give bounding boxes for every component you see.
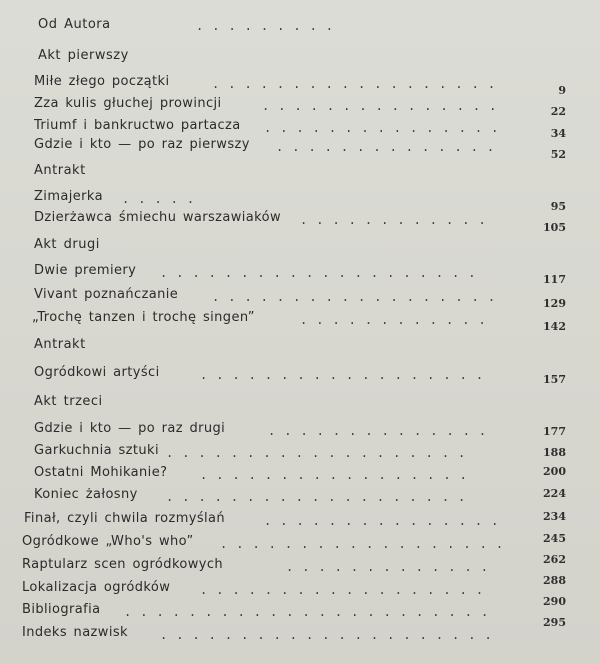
entry-title: Dzierżawca śmiechu warszawiaków [34, 210, 282, 225]
toc-entry [0, 74, 600, 96]
dot-leader: ............... [262, 99, 506, 113]
dot-leader: ................. [200, 468, 476, 482]
page-number: 200 [543, 465, 566, 478]
toc-entry [0, 487, 600, 509]
page-number: 245 [543, 532, 566, 545]
dot-leader: ............... [264, 121, 508, 135]
toc-entry [0, 574, 600, 602]
dot-leader: .................. [212, 290, 505, 304]
toc-entry [0, 96, 600, 118]
page-number: 234 [543, 510, 566, 523]
dot-leader: ..................... [160, 628, 501, 642]
toc-entry [0, 465, 600, 487]
dot-leader: ..... [122, 192, 204, 206]
entry-title: Gdzie i kto — po raz drugi [34, 421, 226, 436]
toc-entry [0, 421, 600, 443]
section-heading: Antrakt [34, 163, 86, 178]
dot-leader: ......... [196, 19, 343, 33]
toc-entry [0, 263, 600, 285]
entry-title: Raptularz scen ogródkowych [22, 557, 224, 572]
dot-leader: .............. [268, 424, 496, 438]
dot-leader: ....................... [124, 605, 498, 619]
page-number: 95 [550, 200, 566, 213]
dot-leader: .................. [200, 368, 493, 382]
toc-entry [0, 595, 600, 624]
entry-title: Lokalizacja ogródków [22, 580, 171, 595]
page-number: 295 [543, 616, 566, 629]
entry-title: Indeks nazwisk [22, 625, 128, 640]
entry-title: Miłe złego początki [34, 74, 170, 89]
section-heading-line [0, 237, 600, 259]
dot-leader: .................. [200, 583, 493, 597]
page-number: 52 [550, 148, 566, 161]
page-number: 9 [558, 84, 566, 97]
section-heading-line [0, 163, 600, 185]
page-number: 142 [543, 320, 566, 333]
entry-title: Dwie premiery [34, 263, 137, 278]
section-heading: Akt pierwszy [38, 48, 129, 63]
toc-entry [0, 137, 600, 159]
section-heading: Akt trzeci [34, 394, 103, 409]
dot-leader: ............ [300, 213, 495, 227]
section-heading: Akt drugi [34, 237, 100, 252]
entry-title: Bibliografia [22, 602, 101, 617]
toc-entry [0, 287, 600, 309]
entry-title: Triumf i bankructwo partacza [34, 118, 241, 133]
toc-entry [0, 365, 600, 387]
entry-title: Ogródkowi artyści [34, 365, 160, 380]
entry-title: Garkuchnia sztuki [34, 443, 159, 458]
dot-leader: .................... [160, 266, 485, 280]
entry-title: Vivant poznańczanie [34, 287, 179, 302]
dot-leader: .............. [276, 140, 504, 154]
entry-title: Finał, czyli chwila rozmyślań [24, 511, 226, 526]
dot-leader: ............ [300, 313, 495, 327]
dot-leader: ............... [264, 514, 508, 528]
toc-entry [0, 553, 600, 579]
section-heading: Antrakt [34, 337, 86, 352]
toc-entry [0, 210, 600, 232]
entry-title: Ostatni Mohikanie? [34, 465, 168, 480]
page-number: 157 [543, 373, 566, 386]
entry-title: Ogródkowe „Who's who” [22, 534, 194, 549]
dot-leader: ................... [166, 490, 475, 504]
page-number: 224 [543, 487, 566, 500]
page-number: 177 [543, 425, 566, 438]
entry-title: Koniec żałosny [34, 487, 138, 502]
page-number: 188 [543, 446, 566, 459]
page-number: 22 [550, 105, 566, 118]
page-number: 105 [543, 221, 566, 234]
toc-entry [0, 189, 600, 211]
toc-entry [0, 310, 600, 332]
section-heading-line [0, 394, 600, 416]
toc-entry [0, 616, 600, 647]
section-heading-line [0, 48, 600, 70]
page-number: 117 [543, 273, 566, 286]
toc-entry [0, 511, 600, 533]
entry-title: Zza kulis głuchej prowincji [34, 96, 222, 111]
entry-title: Zimajerka [34, 189, 103, 204]
dot-leader: ............. [286, 560, 497, 574]
toc-header-line [0, 17, 600, 39]
page-number: 262 [543, 553, 566, 566]
page-number: 288 [543, 574, 566, 587]
page-number: 34 [550, 127, 566, 140]
dot-leader: ................... [166, 446, 475, 460]
dot-leader: .................. [220, 537, 513, 551]
page-number: 129 [543, 297, 566, 310]
dot-leader: .................. [212, 77, 505, 91]
section-heading-line [0, 337, 600, 359]
toc-entry [0, 443, 600, 465]
toc-entry [0, 534, 600, 556]
entry-title: Gdzie i kto — po raz pierwszy [34, 137, 250, 152]
toc-header: Od Autora [38, 17, 111, 32]
page-number: 290 [543, 595, 566, 608]
entry-title: „Trochę tanzen i trochę singen” [32, 310, 255, 325]
